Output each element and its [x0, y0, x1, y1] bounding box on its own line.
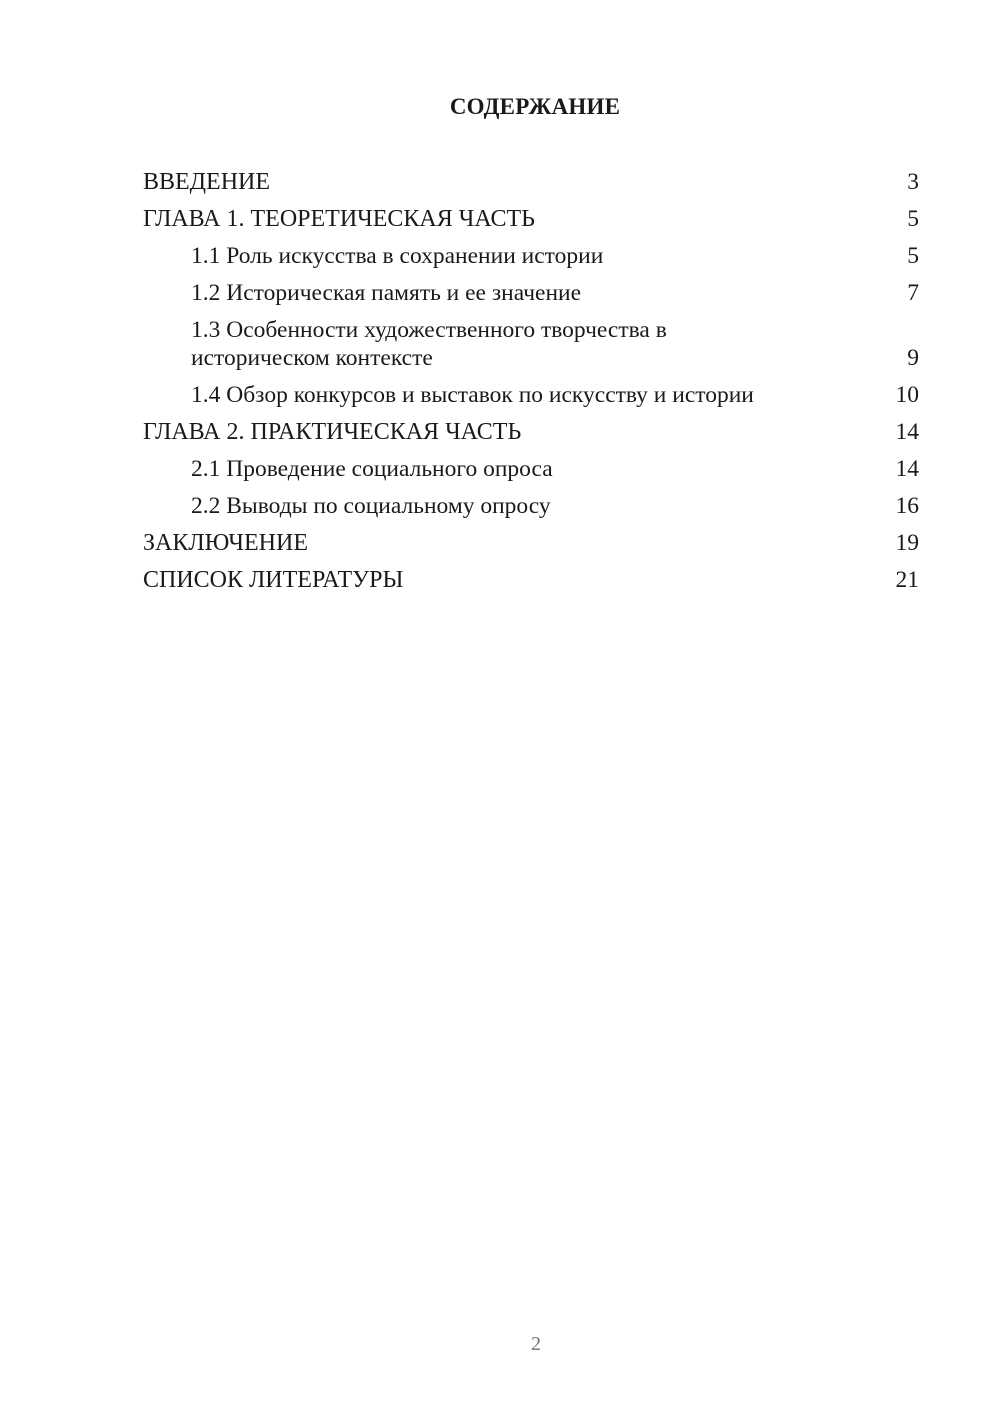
- toc-entry-conclusion[interactable]: [143, 529, 919, 557]
- toc-entry-section-2-1[interactable]: [143, 455, 919, 483]
- toc-entry-page: 14: [895, 419, 919, 445]
- toc-entry-page: 10: [895, 382, 919, 408]
- toc-entry-references[interactable]: [143, 566, 919, 594]
- toc-entry-chapter-2[interactable]: [143, 418, 919, 446]
- toc-entry-label: ГЛАВА 1. ТЕОРЕТИЧЕСКАЯ ЧАСТЬ: [143, 206, 535, 232]
- toc-list: [143, 168, 919, 603]
- toc-entry-label: 2.1 Проведение социального опроса: [191, 456, 553, 482]
- toc-entry-section-1-4[interactable]: [143, 381, 919, 409]
- toc-entry-page: 5: [907, 243, 919, 269]
- toc-entry-label: 1.4 Обзор конкурсов и выставок по искусству и истории: [191, 382, 754, 408]
- toc-entry-label: ВВЕДЕНИЕ: [143, 169, 271, 195]
- page-number: 2: [531, 1333, 541, 1355]
- toc-entry-page: 14: [895, 456, 919, 482]
- toc-entry-label: ЗАКЛЮЧЕНИЕ: [143, 530, 308, 556]
- toc-title: СОДЕРЖАНИЕ: [449, 94, 621, 119]
- toc-entry-section-2-2[interactable]: [143, 492, 919, 520]
- toc-entry-label: 1.1 Роль искусства в сохранении истории: [191, 243, 604, 269]
- toc-entry-section-1-3[interactable]: [143, 316, 919, 372]
- toc-entry-label: 1.2 Историческая память и ее значение: [191, 280, 582, 306]
- toc-entry-page: 3: [907, 169, 919, 195]
- toc-entry-page: 9: [907, 345, 919, 371]
- toc-entry-page: 16: [895, 493, 919, 519]
- toc-entry-section-1-1[interactable]: [143, 242, 919, 270]
- toc-entry-label-line-2: историческом контексте: [191, 345, 433, 371]
- toc-entry-label: 2.2 Выводы по социальному опросу: [191, 493, 551, 519]
- toc-entry-page: 21: [895, 567, 919, 593]
- toc-entry-label-line-1: 1.3 Особенности художественного творчества в: [191, 317, 667, 343]
- toc-entry-introduction[interactable]: [143, 168, 919, 196]
- toc-entry-page: 5: [907, 206, 919, 232]
- toc-entry-page: 19: [895, 530, 919, 556]
- toc-entry-label: [143, 316, 879, 372]
- toc-entry-chapter-1[interactable]: [143, 205, 919, 233]
- toc-entry-label: ГЛАВА 2. ПРАКТИЧЕСКАЯ ЧАСТЬ: [143, 419, 522, 445]
- toc-entry-page: 7: [907, 280, 919, 306]
- toc-entry-section-1-2[interactable]: [143, 279, 919, 307]
- toc-entry-label: СПИСОК ЛИТЕРАТУРЫ: [143, 567, 404, 593]
